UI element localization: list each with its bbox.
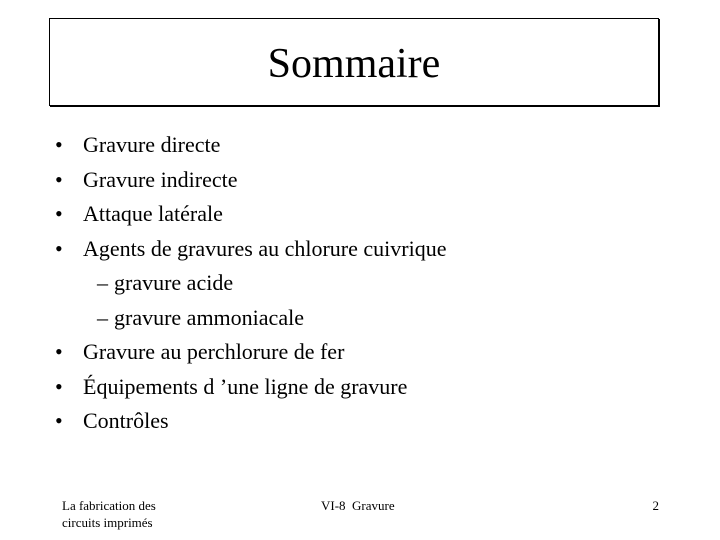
bullet-marker: • (55, 132, 63, 157)
sub-list-item (0, 266, 720, 301)
list-item (0, 335, 720, 370)
list-item (0, 404, 720, 439)
list-item (0, 197, 720, 232)
bullet-marker: • (55, 373, 63, 399)
list-item (0, 163, 720, 198)
footer-course-title-line1: La fabrication des (62, 498, 156, 513)
footer-course-title-line2: circuits imprimés (62, 515, 153, 530)
list-item-text: Agents de gravures au chlorure cuivrique (83, 235, 447, 261)
list-item-text: Gravure indirecte (83, 166, 238, 192)
sub-list-item (0, 301, 720, 336)
list-item (0, 128, 720, 163)
list-item-text: Gravure au perchlorure de fer (83, 339, 345, 364)
bullet-marker: • (55, 339, 63, 364)
bullet-marker: • (55, 235, 63, 261)
bullet-marker: • (55, 201, 63, 226)
dash-marker: – (97, 270, 108, 295)
list-item-text: Équipements d ’une ligne de gravure (83, 373, 408, 399)
list-item-text: Attaque latérale (83, 201, 223, 226)
list-item (0, 232, 720, 267)
list-item-text: Gravure directe (83, 132, 221, 157)
list-item-text: Contrôles (83, 408, 169, 433)
footer-page-number: 2 (652, 498, 659, 513)
bullet-marker: • (55, 408, 63, 433)
footer-course-title (62, 497, 202, 531)
list-item (0, 370, 720, 405)
slide-title-box (49, 18, 659, 106)
bullet-list (0, 128, 720, 439)
dash-marker: – (97, 304, 108, 330)
list-item-text: gravure ammoniacale (114, 304, 304, 330)
bullet-marker: • (55, 166, 63, 192)
list-item-text: gravure acide (114, 270, 234, 295)
footer-chapter: VI-8 Gravure (321, 498, 395, 513)
slide-title: Sommaire (267, 41, 441, 87)
